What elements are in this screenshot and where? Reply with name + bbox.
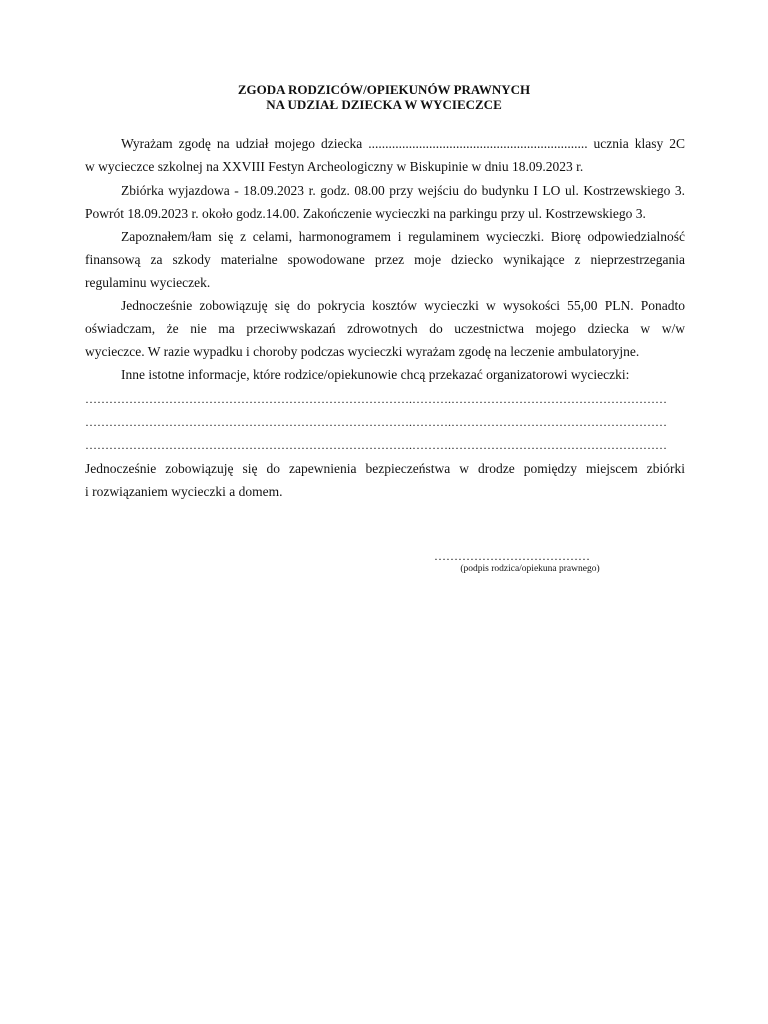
assembly-info-line: Zbiórka wyjazdowa - 18.09.2023 r. godz. 08.00 przy wejściu do budynku I LO ul. Kostrzewskiego 3. bbox=[121, 183, 685, 198]
other-info-prompt: Inne istotne informacje, które rodzice/opiekunowie chcą przekazać organizatorowi wycieczki: bbox=[121, 367, 630, 382]
other-info-blank-line-2[interactable]: ……………………………………………………………………….……….……………………………………………… bbox=[85, 415, 667, 429]
signature-blank[interactable]: ………………………………… bbox=[434, 549, 590, 563]
form-title-line-1: ZGODA RODZICÓW/OPIEKUNÓW PRAWNYCH bbox=[237, 82, 531, 97]
form-title-line-2: NA UDZIAŁ DZIECKA W WYCIECZCE bbox=[266, 97, 502, 112]
consent-statement-line: Wyrażam zgodę na udział mojego dziecka ................................................................. ucznia klasy 2C bbox=[121, 136, 685, 151]
responsibility-line-2: finansową za szkody materialne spowodowane przez moje dziecko wynikające z nieprzestrzegania bbox=[85, 252, 685, 267]
responsibility-line-3: regulaminu wycieczek. bbox=[85, 275, 211, 290]
other-info-blank-line-3[interactable]: ……………………………………………………………………….……….……………………………………………… bbox=[85, 438, 667, 452]
other-info-blank-line-1[interactable]: ……………………………………………………………………….……….……………………………………………… bbox=[85, 392, 667, 406]
cost-statement-line-3: wycieczce. W razie wypadku i choroby podczas wycieczki wyrażam zgodę na leczenie ambulatoryjne. bbox=[85, 344, 640, 359]
safety-statement-line-1: Jednocześnie zobowiązuję się do zapewnienia bezpieczeństwa w drodze pomiędzy miejscem zbiórki bbox=[85, 461, 685, 476]
responsibility-line-1: Zapoznałem/łam się z celami, harmonogramem i regulaminem wycieczki. Biorę odpowiedzialność bbox=[121, 229, 685, 244]
trip-details-line: w wycieczce szkolnej na XXVIII Festyn Archeologiczny w Biskupinie w dniu 18.09.2023 r. bbox=[85, 159, 584, 174]
signature-label: (podpis rodzica/opiekuna prawnego) bbox=[460, 564, 600, 574]
cost-statement-line-1: Jednocześnie zobowiązuję się do pokrycia kosztów wycieczki w wysokości 55,00 PLN. Ponadto bbox=[121, 298, 685, 313]
cost-statement-line-2: oświadczam, że nie ma przeciwwskazań zdrowotnych do uczestnictwa mojego dziecka w w/w bbox=[85, 321, 685, 336]
safety-statement-line-2: i rozwiązaniem wycieczki a domem. bbox=[85, 484, 283, 499]
return-info-line: Powrót 18.09.2023 r. około godz.14.00. Zakończenie wycieczki na parkingu przy ul. Kostrzewskiego 3. bbox=[85, 206, 646, 221]
